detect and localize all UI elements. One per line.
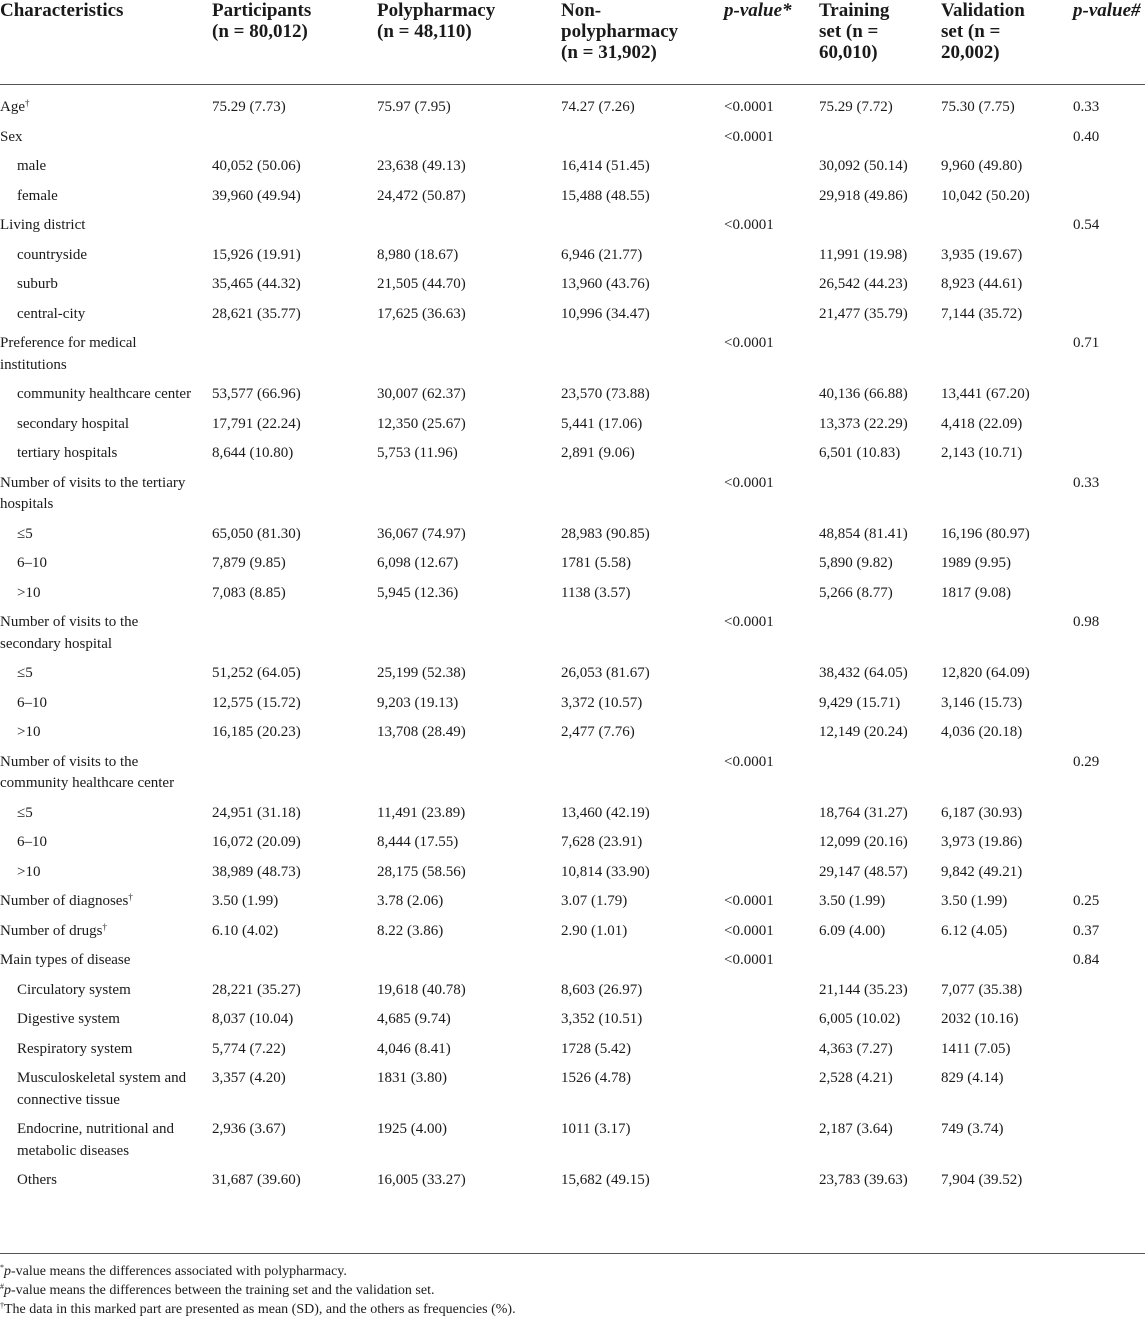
cell-p: 7,879 (9.85)	[212, 555, 286, 571]
table-row	[0, 862, 1145, 884]
row-label: suburb	[17, 276, 58, 292]
table-row	[0, 384, 1145, 406]
cell-pv: <0.0001	[724, 922, 774, 939]
cell-p: 8,644 (10.80)	[212, 445, 294, 461]
cell-train: 75.29 (7.72)	[819, 99, 893, 115]
row-label: Number of visits to the secondary hospital	[0, 614, 139, 652]
row-label: >10	[17, 724, 41, 740]
cell-p: 15,926 (19.91)	[212, 246, 301, 263]
header-training-set: Training set (n = 60,010)	[819, 0, 890, 63]
cell-p: 35,465 (44.32)	[212, 276, 301, 292]
cell-train: 2,187 (3.64)	[819, 1121, 893, 1137]
cell-pv: <0.0001	[724, 217, 774, 233]
row-label: 6–10	[17, 694, 47, 711]
header-polypharmacy: Polypharmacy (n = 48,110)	[377, 0, 496, 42]
cell-train: 30,092 (50.14)	[819, 158, 908, 174]
cell-p: 31,687 (39.60)	[212, 1172, 301, 1188]
cell-poly: 5,945 (12.36)	[377, 584, 459, 601]
cell-poly: 9,203 (19.13)	[377, 694, 459, 711]
cell-poly: 13,708 (28.49)	[377, 724, 466, 740]
table-row	[0, 803, 1145, 825]
cell-p: 16,072 (20.09)	[212, 834, 301, 850]
table-row	[0, 722, 1145, 744]
cell-p: 38,989 (48.73)	[212, 863, 301, 880]
header-participants: Participants (n = 80,012)	[212, 0, 312, 42]
cell-train: 6.09 (4.00)	[819, 922, 886, 939]
cell-valid: 16,196 (80.97)	[941, 525, 1030, 542]
table-row	[0, 1170, 1145, 1192]
cell-poly: 17,625 (36.63)	[377, 305, 466, 322]
cell-p: 2,936 (3.67)	[212, 1121, 286, 1137]
cell-pv2: 0.54	[1073, 217, 1100, 233]
row-label: countryside	[17, 246, 87, 263]
cell-non: 3,372 (10.57)	[561, 694, 643, 711]
cell-valid: 1989 (9.95)	[941, 555, 1011, 571]
cell-poly: 4,046 (8.41)	[377, 1040, 451, 1057]
cell-train: 23,783 (39.63)	[819, 1172, 908, 1188]
row-label: ≤5	[17, 665, 33, 681]
cell-poly: 19,618 (40.78)	[377, 981, 466, 998]
table-row	[0, 215, 1145, 237]
table-row	[0, 97, 1145, 119]
cell-pv2: 0.33	[1073, 474, 1100, 491]
row-label: >10	[17, 863, 41, 880]
table-row	[0, 891, 1145, 913]
table-row	[0, 663, 1145, 685]
cell-non: 10,996 (34.47)	[561, 305, 650, 322]
row-label: Number of visits to the tertiary hospitals	[0, 474, 186, 512]
row-label: 6–10	[17, 555, 47, 571]
cell-pv: <0.0001	[724, 893, 774, 909]
cell-train: 18,764 (31.27)	[819, 804, 908, 821]
cell-train: 6,005 (10.02)	[819, 1011, 901, 1027]
table-header	[0, 0, 1145, 85]
cell-train: 4,363 (7.27)	[819, 1040, 893, 1057]
row-label: Preference for medical institutions	[0, 335, 137, 373]
cell-poly: 75.97 (7.95)	[377, 99, 451, 115]
row-label: Number of drugs†	[0, 921, 107, 939]
cell-poly: 36,067 (74.97)	[377, 525, 466, 542]
cell-poly: 8,980 (18.67)	[377, 246, 459, 263]
cell-non: 16,414 (51.45)	[561, 158, 650, 174]
cell-p: 53,577 (66.96)	[212, 386, 301, 402]
cell-train: 13,373 (22.29)	[819, 415, 908, 432]
header-validation-set: Validation set (n = 20,002)	[941, 0, 1025, 63]
table-body	[0, 97, 1145, 1200]
cell-p: 5,774 (7.22)	[212, 1040, 286, 1057]
cell-p: 40,052 (50.06)	[212, 158, 301, 174]
cell-valid: 13,441 (67.20)	[941, 386, 1030, 402]
row-label: male	[17, 158, 47, 174]
cell-train: 21,477 (35.79)	[819, 305, 908, 322]
cell-non: 1781 (5.58)	[561, 555, 631, 571]
cell-poly: 4,685 (9.74)	[377, 1011, 451, 1027]
table-row	[0, 156, 1145, 178]
cell-train: 29,147 (48.57)	[819, 863, 908, 880]
cell-valid: 7,144 (35.72)	[941, 305, 1023, 322]
cell-p: 75.29 (7.73)	[212, 99, 286, 115]
header-p-value-sets: p-value#	[1073, 0, 1141, 21]
table-row	[0, 414, 1145, 436]
cell-poly: 12,350 (25.67)	[377, 415, 466, 432]
cell-non: 13,460 (42.19)	[561, 804, 650, 821]
cell-pv2: 0.40	[1073, 128, 1100, 145]
cell-pv2: 0.33	[1073, 99, 1100, 115]
cell-poly: 21,505 (44.70)	[377, 276, 466, 292]
cell-non: 3,352 (10.51)	[561, 1011, 643, 1027]
cell-pv: <0.0001	[724, 474, 774, 491]
cell-train: 3.50 (1.99)	[819, 893, 886, 909]
cell-non: 26,053 (81.67)	[561, 665, 650, 681]
cell-valid: 7,904 (39.52)	[941, 1172, 1023, 1188]
cell-non: 23,570 (73.88)	[561, 386, 650, 402]
cell-p: 28,221 (35.27)	[212, 981, 301, 998]
cell-non: 74.27 (7.26)	[561, 99, 635, 115]
cell-valid: 1411 (7.05)	[941, 1040, 1011, 1057]
cell-pv: <0.0001	[724, 952, 774, 968]
cell-p: 3.50 (1.99)	[212, 893, 279, 909]
table-row	[0, 1039, 1145, 1061]
cell-train: 29,918 (49.86)	[819, 187, 908, 204]
cell-valid: 3,935 (19.67)	[941, 246, 1023, 263]
cell-poly: 8.22 (3.86)	[377, 922, 444, 939]
footnote-polypharmacy: *p-value means the differences associated with polypharmacy.	[0, 1263, 347, 1279]
row-label: >10	[17, 584, 41, 601]
cell-valid: 2032 (10.16)	[941, 1011, 1019, 1027]
cell-non: 6,946 (21.77)	[561, 246, 643, 263]
cell-p: 16,185 (20.23)	[212, 724, 301, 740]
row-label: female	[17, 187, 58, 204]
cell-non: 5,441 (17.06)	[561, 415, 643, 432]
cell-pv: <0.0001	[724, 614, 774, 630]
table-row	[0, 473, 1145, 516]
cell-non: 28,983 (90.85)	[561, 525, 650, 542]
table-row	[0, 832, 1145, 854]
cell-valid: 12,820 (64.09)	[941, 665, 1030, 681]
row-label: Number of visits to the community healthcare center	[0, 753, 175, 791]
cell-valid: 4,418 (22.09)	[941, 415, 1023, 432]
cell-train: 12,099 (20.16)	[819, 834, 908, 850]
cell-pv2: 0.29	[1073, 753, 1100, 770]
cell-valid: 829 (4.14)	[941, 1070, 1004, 1086]
header-non-polypharmacy: Non- polypharmacy (n = 31,902)	[561, 0, 679, 63]
cell-valid: 6.12 (4.05)	[941, 922, 1008, 939]
cell-valid: 8,923 (44.61)	[941, 276, 1023, 292]
table-row	[0, 612, 1145, 655]
cell-p: 6.10 (4.02)	[212, 922, 279, 939]
row-label: Living district	[0, 217, 86, 233]
row-label: Respiratory system	[17, 1040, 133, 1057]
row-label: tertiary hospitals	[17, 445, 118, 461]
cell-train: 48,854 (81.41)	[819, 525, 908, 542]
cell-valid: 3,973 (19.86)	[941, 834, 1023, 850]
table-row	[0, 583, 1145, 605]
row-label: Sex	[0, 128, 23, 145]
header-p-value-polypharmacy: p-value*	[724, 0, 792, 21]
table-row	[0, 127, 1145, 149]
cell-p: 39,960 (49.94)	[212, 187, 301, 204]
cell-non: 15,682 (49.15)	[561, 1172, 650, 1188]
row-label: Main types of disease	[0, 952, 131, 968]
cell-valid: 2,143 (10.71)	[941, 445, 1023, 461]
cell-poly: 6,098 (12.67)	[377, 555, 459, 571]
cell-non: 7,628 (23.91)	[561, 834, 643, 850]
table-row	[0, 693, 1145, 715]
header-characteristics: Characteristics	[0, 0, 124, 21]
cell-non: 10,814 (33.90)	[561, 863, 650, 880]
table-row	[0, 304, 1145, 326]
mean-sd-marker: †	[25, 98, 30, 108]
footnote-mean-sd: †The data in this marked part are presented as mean (SD), and the others as frequencies (%).	[0, 1301, 516, 1317]
cell-poly: 16,005 (33.27)	[377, 1172, 466, 1188]
table-row	[0, 1119, 1145, 1162]
cell-valid: 6,187 (30.93)	[941, 804, 1023, 821]
cell-non: 2,477 (7.76)	[561, 724, 635, 740]
cell-non: 8,603 (26.97)	[561, 981, 643, 998]
table-row	[0, 1009, 1145, 1031]
cell-poly: 23,638 (49.13)	[377, 158, 466, 174]
cell-p: 7,083 (8.85)	[212, 584, 286, 601]
table-footnotes	[0, 1253, 1145, 1319]
cell-poly: 11,491 (23.89)	[377, 804, 466, 821]
row-label: ≤5	[17, 525, 33, 542]
cell-train: 9,429 (15.71)	[819, 694, 901, 711]
cell-train: 6,501 (10.83)	[819, 445, 901, 461]
table-row	[0, 245, 1145, 267]
cell-valid: 75.30 (7.75)	[941, 99, 1015, 115]
cell-train: 5,266 (8.77)	[819, 584, 893, 601]
table-row	[0, 752, 1145, 795]
cell-train: 2,528 (4.21)	[819, 1070, 893, 1086]
cell-poly: 28,175 (58.56)	[377, 863, 466, 880]
cell-poly: 3.78 (2.06)	[377, 893, 444, 909]
row-label: 6–10	[17, 834, 47, 850]
footnote-sets: #p-value means the differences between the training set and the validation set.	[0, 1282, 435, 1298]
cell-pv: <0.0001	[724, 128, 774, 145]
cell-pv: <0.0001	[724, 99, 774, 115]
cell-poly: 25,199 (52.38)	[377, 665, 466, 681]
mean-sd-marker: †	[102, 921, 107, 932]
cell-p: 8,037 (10.04)	[212, 1011, 294, 1027]
cell-p: 28,621 (35.77)	[212, 305, 301, 322]
table-row	[0, 980, 1145, 1002]
row-label: Endocrine, nutritional and metabolic diseases	[17, 1121, 175, 1159]
cell-pv2: 0.71	[1073, 335, 1100, 351]
cell-pv2: 0.98	[1073, 614, 1100, 630]
cell-pv2: 0.25	[1073, 893, 1100, 909]
cell-poly: 8,444 (17.55)	[377, 834, 459, 850]
cell-pv2: 0.37	[1073, 922, 1100, 939]
cell-p: 17,791 (22.24)	[212, 415, 301, 432]
row-label: Age†	[0, 98, 30, 115]
cell-poly: 24,472 (50.87)	[377, 187, 466, 204]
cell-valid: 1817 (9.08)	[941, 584, 1011, 601]
row-label: Musculoskeletal system and connective tissue	[17, 1070, 187, 1108]
row-label: central-city	[17, 305, 86, 322]
row-label: Digestive system	[17, 1011, 120, 1027]
cell-train: 38,432 (64.05)	[819, 665, 908, 681]
cell-non: 2.90 (1.01)	[561, 922, 628, 939]
row-label: Circulatory system	[17, 981, 131, 998]
cell-non: 13,960 (43.76)	[561, 276, 650, 292]
row-label: Number of diagnoses†	[0, 892, 133, 909]
cell-valid: 7,077 (35.38)	[941, 981, 1023, 998]
table-row	[0, 553, 1145, 575]
cell-p: 24,951 (31.18)	[212, 804, 301, 821]
cell-valid: 9,960 (49.80)	[941, 158, 1023, 174]
cell-pv: <0.0001	[724, 753, 774, 770]
table-row	[0, 443, 1145, 465]
cell-non: 1011 (3.17)	[561, 1121, 631, 1137]
row-label: Others	[17, 1172, 57, 1188]
table-row	[0, 950, 1145, 972]
cell-train: 26,542 (44.23)	[819, 276, 908, 292]
cell-non: 2,891 (9.06)	[561, 445, 635, 461]
cell-train: 5,890 (9.82)	[819, 555, 893, 571]
cell-poly: 30,007 (62.37)	[377, 386, 466, 402]
table-row	[0, 921, 1145, 943]
table-row	[0, 274, 1145, 296]
cell-valid: 3.50 (1.99)	[941, 893, 1008, 909]
cell-valid: 749 (3.74)	[941, 1121, 1004, 1137]
mean-sd-marker: †	[128, 892, 133, 902]
cell-non: 1728 (5.42)	[561, 1040, 631, 1057]
cell-non: 3.07 (1.79)	[561, 893, 628, 909]
table-row	[0, 186, 1145, 208]
table-row	[0, 333, 1145, 376]
cell-p: 51,252 (64.05)	[212, 665, 301, 681]
cell-non: 1138 (3.57)	[561, 584, 631, 601]
cell-valid: 9,842 (49.21)	[941, 863, 1023, 880]
cell-pv2: 0.84	[1073, 952, 1100, 968]
cell-non: 15,488 (48.55)	[561, 187, 650, 204]
cell-train: 12,149 (20.24)	[819, 724, 908, 740]
row-label: secondary hospital	[17, 415, 130, 432]
cell-valid: 10,042 (50.20)	[941, 187, 1030, 204]
row-label: ≤5	[17, 804, 33, 821]
cell-train: 11,991 (19.98)	[819, 246, 908, 263]
cell-valid: 4,036 (20.18)	[941, 724, 1023, 740]
cell-train: 40,136 (66.88)	[819, 386, 908, 402]
cell-p: 3,357 (4.20)	[212, 1070, 286, 1086]
row-label: community healthcare center	[17, 386, 192, 402]
table-row	[0, 524, 1145, 546]
cell-p: 65,050 (81.30)	[212, 525, 301, 542]
cell-poly: 1925 (4.00)	[377, 1121, 447, 1137]
table-row	[0, 1068, 1145, 1111]
cell-poly: 5,753 (11.96)	[377, 445, 458, 461]
cell-poly: 1831 (3.80)	[377, 1070, 447, 1086]
cell-p: 12,575 (15.72)	[212, 694, 301, 711]
cell-valid: 3,146 (15.73)	[941, 694, 1023, 711]
cell-train: 21,144 (35.23)	[819, 981, 908, 998]
cell-non: 1526 (4.78)	[561, 1070, 631, 1086]
cell-pv: <0.0001	[724, 335, 774, 351]
